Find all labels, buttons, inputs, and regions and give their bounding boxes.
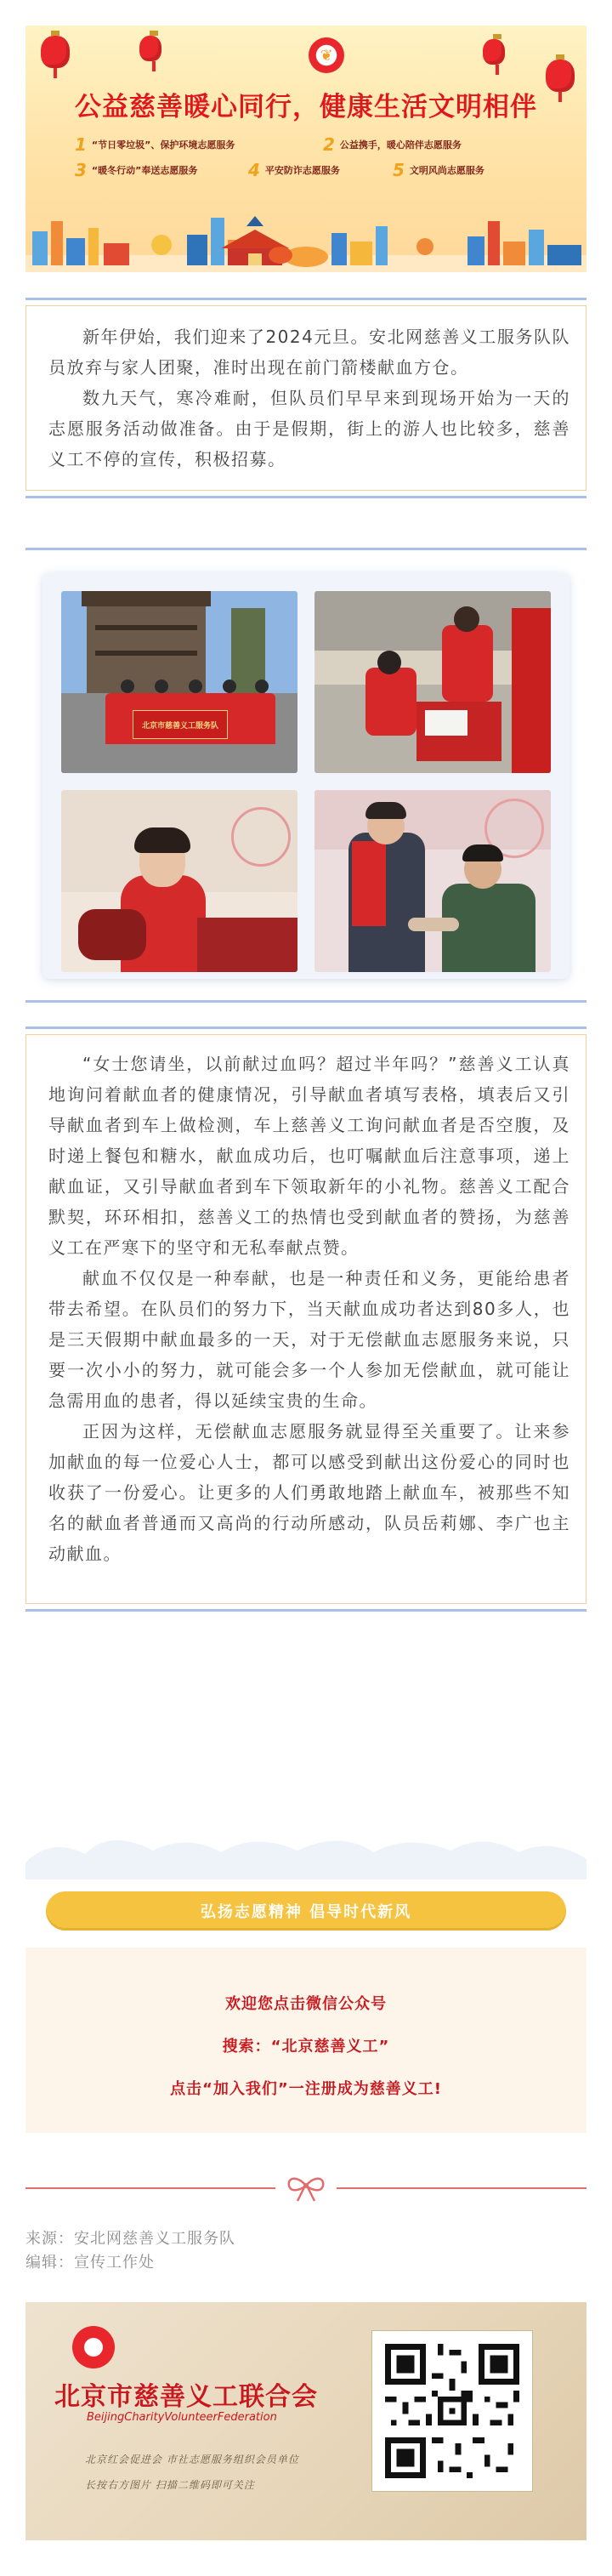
editor-text: 编辑：宣传工作处 xyxy=(26,2254,155,2272)
intro-paragraph: 数九天气，寒冷难耐，但队员们早早来到现场开始为一天的志愿服务活动做准备。由于是假期，街上的游人也比较多，慈善义工不停的宣传，积极招募。 xyxy=(48,388,570,469)
follow-hint: 长按右方图片 扫描二维码即可关注 xyxy=(85,2479,255,2491)
invite-line: 欢迎您点击微信公众号 xyxy=(225,1995,387,2013)
divider-line xyxy=(26,2187,275,2189)
footer-org-card xyxy=(26,2302,586,2540)
source-text: 来源：安北网慈善义工服务队 xyxy=(26,2230,235,2248)
org-name: 北京市慈善义工联合会 xyxy=(54,2382,318,2412)
lantern-icon xyxy=(483,39,505,65)
slogan-bar: 弘扬志愿精神 倡导时代新风 xyxy=(46,1891,566,1931)
photo-gallery-card xyxy=(26,548,586,1003)
org-tagline: 北京红会促进会 市社志愿服务组织会员单位 xyxy=(85,2454,299,2465)
divider-line xyxy=(337,2187,586,2189)
blood-donor-photo[interactable] xyxy=(61,790,298,972)
intro-card xyxy=(26,298,586,498)
group-photo-arrow-tower[interactable] xyxy=(61,591,298,773)
banner-title: 公益慈善暖心同行，健康生活文明相伴 xyxy=(75,92,537,122)
service-item: 4 平安防诈志愿服务 xyxy=(248,160,340,180)
registration-desk-photo[interactable] xyxy=(314,591,551,773)
invite-line: 搜索：“北京慈善义工” xyxy=(222,2038,390,2056)
service-item: 2 公益携手，暖心陪伴志愿服务 xyxy=(323,134,462,155)
service-item: 1 “节日零垃圾”、保护环境志愿服务 xyxy=(75,134,235,155)
header-banner xyxy=(26,26,586,272)
volunteer-banner: 北京市慈善义工服务队 xyxy=(133,710,228,739)
lantern-icon xyxy=(139,36,162,61)
invite-box xyxy=(26,1948,586,2133)
org-logo-icon xyxy=(72,2326,115,2368)
bow-icon xyxy=(286,2174,326,2203)
invite-line: 点击“加入我们”一注册成为慈善义工! xyxy=(170,2080,442,2098)
blood-bus-photo[interactable] xyxy=(314,790,551,972)
qr-code-icon xyxy=(379,2338,525,2484)
service-item: 3 “暖冬行动”奉送志愿服务 xyxy=(75,160,198,180)
cloud-decoration xyxy=(26,1828,586,1879)
wechat-qr-code[interactable] xyxy=(372,2331,532,2491)
intro-paragraph: 新年伊始，我们迎来了2024元旦。安北网慈善义工服务队队员放弃与家人团聚，准时出现在前门箭楼献血方仓。 xyxy=(48,327,570,378)
org-english-name: BeijingCharityVolunteerFederation xyxy=(87,2411,277,2424)
story-paragraph: “女士您请坐，以前献过血吗？超过半年吗？”慈善义工认真地询问着献血者的健康情况，引导献血者填写表格，填表后又引导献血者到车上做检测，车上慈善义工询问献血者是否空腹，及时递上餐包和糖水，献血成功后，也叮嘱献血后注意事项，递上献血证，又引导献血者到车下领取新年的小礼物。慈善义工配合默契，环环相扣，慈善义工的热情也受到献血者的赞扬，为慈善义工在严寒下的坚守和无私奉献点赞。 xyxy=(48,1054,570,1258)
service-item: 5 文明风尚志愿服务 xyxy=(393,160,484,180)
city-skyline-illustration xyxy=(26,196,586,272)
charity-logo-icon: ❦ xyxy=(309,37,344,73)
lantern-icon xyxy=(41,36,70,68)
story-paragraph: 献血不仅仅是一种奉献，也是一种责任和义务，更能给患者带去希望。在队员们的努力下，当天献血成功者达到80多人，也是三天假期中献血最多的一天，对于无偿献血志愿服务来说，只要一次小小的努力，就可能会多一个人参加无偿献血，就可能让急需用血的患者，得以延续宝贵的生命。 xyxy=(48,1268,570,1411)
story-paragraph: 正因为这样，无偿献血志愿服务就显得至关重要了。让来参加献血的每一位爱心人士，都可以感受到献出这份爱心的同时也收获了一份爱心。让更多的人们勇敢地踏上献血车，被那些不知名的献血者普通而又高尚的行动所感动，队员岳莉娜、李广也主动献血。 xyxy=(48,1421,570,1564)
story-card xyxy=(26,1026,586,1612)
photo-gallery-frame xyxy=(42,572,570,979)
